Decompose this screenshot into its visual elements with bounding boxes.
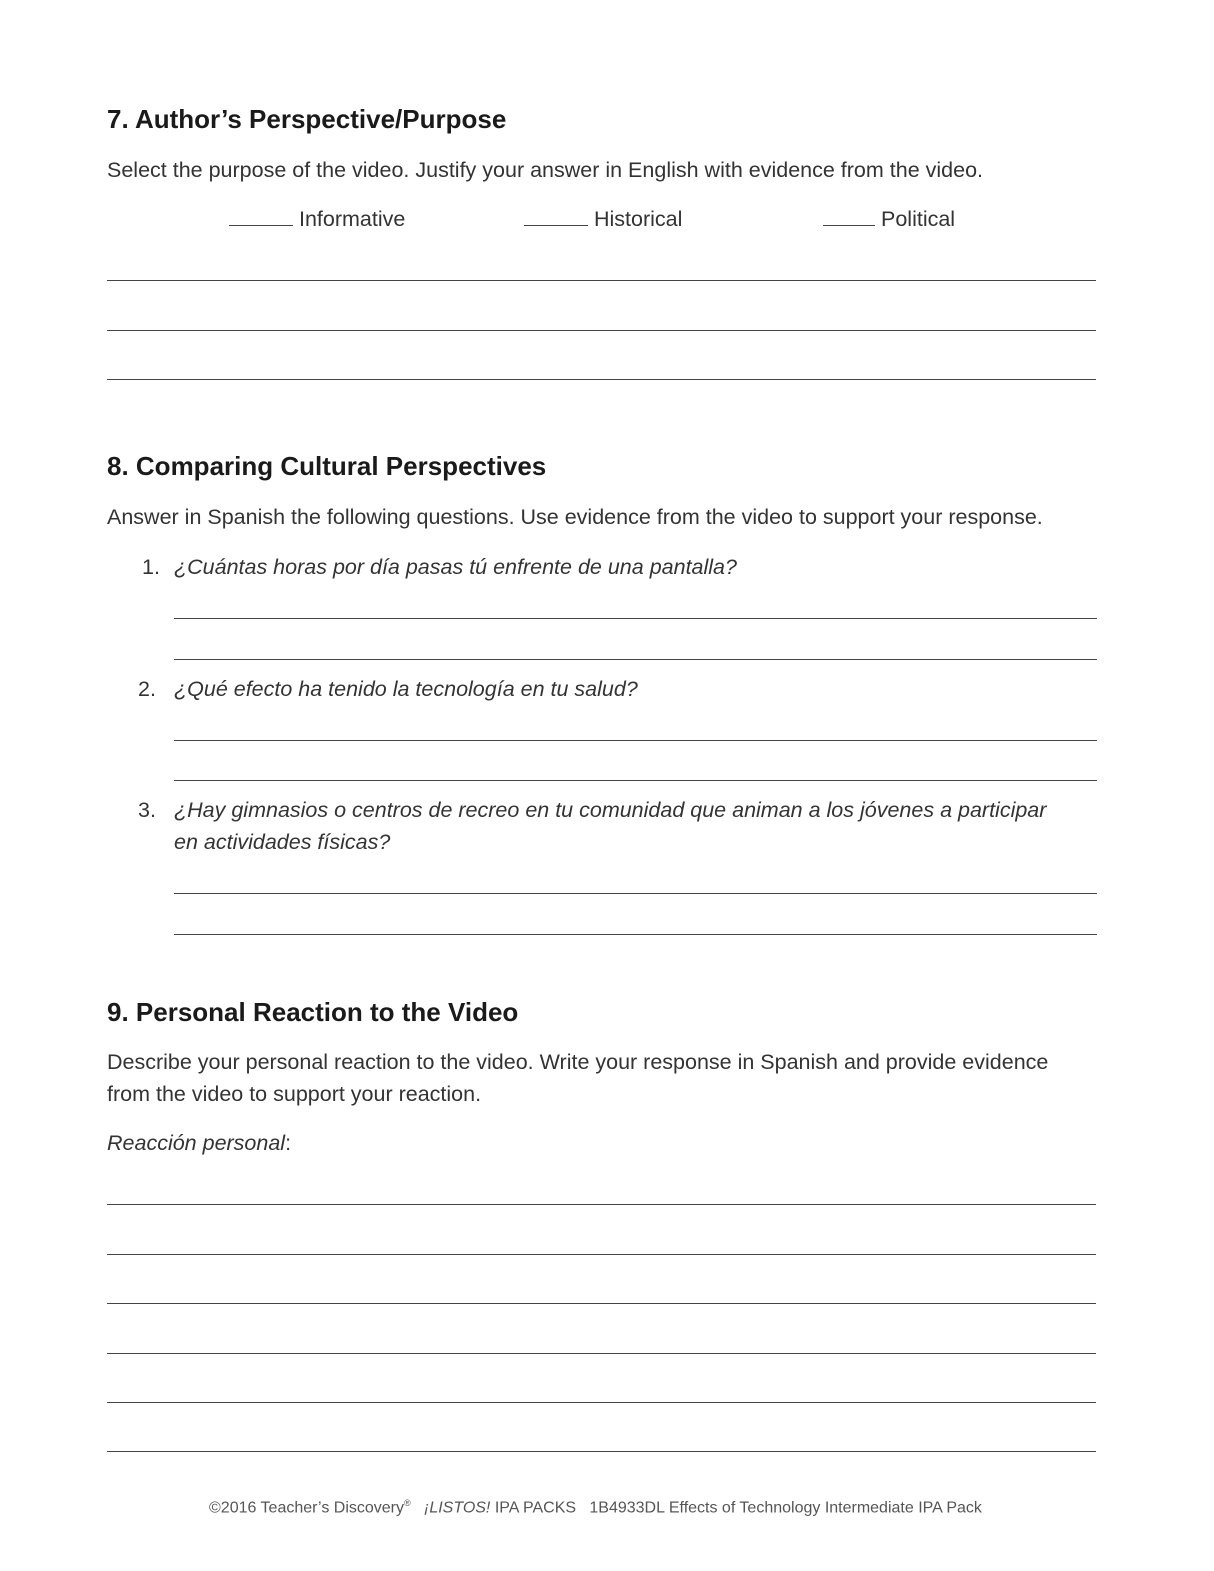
section-7-heading: 7. Author’s Perspective/Purpose <box>107 104 507 134</box>
footer-brand: ¡LISTOS! <box>423 1499 491 1517</box>
option-label: Informative <box>299 207 406 231</box>
question-2-text: ¿Qué efecto ha tenido la tecnología en tu salud? <box>174 677 638 701</box>
footer-copyright: ©2016 Teacher’s Discovery <box>209 1499 404 1517</box>
question-3-number: 3. <box>138 798 156 822</box>
answer-line[interactable] <box>174 740 1097 741</box>
answer-line[interactable] <box>107 330 1096 331</box>
answer-blank[interactable] <box>229 207 293 226</box>
answer-line[interactable] <box>107 379 1096 380</box>
answer-line[interactable] <box>107 1254 1096 1255</box>
reaction-label <box>107 1131 291 1156</box>
section-9-instructions-continued: from the video to support your reaction. <box>107 1082 482 1106</box>
section-7-instructions: Select the purpose of the video. Justify your answer in English with evidence from the video. <box>107 158 983 182</box>
answer-line[interactable] <box>107 280 1096 281</box>
question-2-number: 2. <box>138 677 156 701</box>
section-9-heading: 9. Personal Reaction to the Video <box>107 997 519 1027</box>
option-informative[interactable] <box>229 207 405 232</box>
question-1-number: 1. <box>142 555 160 579</box>
answer-line[interactable] <box>107 1204 1096 1205</box>
question-3-text: ¿Hay gimnasios o centros de recreo en tu comunidad que animan a los jóvenes a participar <box>174 798 1047 822</box>
answer-blank[interactable] <box>524 207 588 226</box>
answer-line[interactable] <box>174 659 1097 660</box>
answer-line[interactable] <box>174 618 1097 619</box>
option-political[interactable] <box>823 207 955 232</box>
answer-line[interactable] <box>107 1451 1096 1452</box>
section-9-instructions: Describe your personal reaction to the video. Write your response in Spanish and provide evidence <box>107 1050 1049 1074</box>
footer-registered-mark: ® <box>404 1498 411 1508</box>
section-8-heading: 8. Comparing Cultural Perspectives <box>107 451 547 481</box>
answer-line[interactable] <box>174 780 1097 781</box>
option-label: Political <box>881 207 956 231</box>
reaction-label-colon: : <box>285 1131 292 1155</box>
answer-line[interactable] <box>107 1303 1096 1304</box>
option-label: Historical <box>594 207 683 231</box>
section-8-instructions: Answer in Spanish the following questions. Use evidence from the video to support your response. <box>107 505 1043 529</box>
footer-title: 1B4933DL Effects of Technology Intermediate IPA Pack <box>589 1499 982 1517</box>
footer <box>209 1498 982 1517</box>
question-3-text-continued: en actividades físicas? <box>174 830 391 854</box>
answer-line[interactable] <box>174 893 1097 894</box>
reaction-label-text: Reacción personal <box>107 1131 286 1155</box>
answer-line[interactable] <box>107 1402 1096 1403</box>
answer-line[interactable] <box>107 1353 1096 1354</box>
answer-blank[interactable] <box>823 207 875 226</box>
footer-pack: IPA PACKS <box>494 1499 577 1517</box>
answer-line[interactable] <box>174 934 1097 935</box>
question-1-text: ¿Cuántas horas por día pasas tú enfrente de una pantalla? <box>174 555 737 579</box>
option-historical[interactable] <box>524 207 682 232</box>
